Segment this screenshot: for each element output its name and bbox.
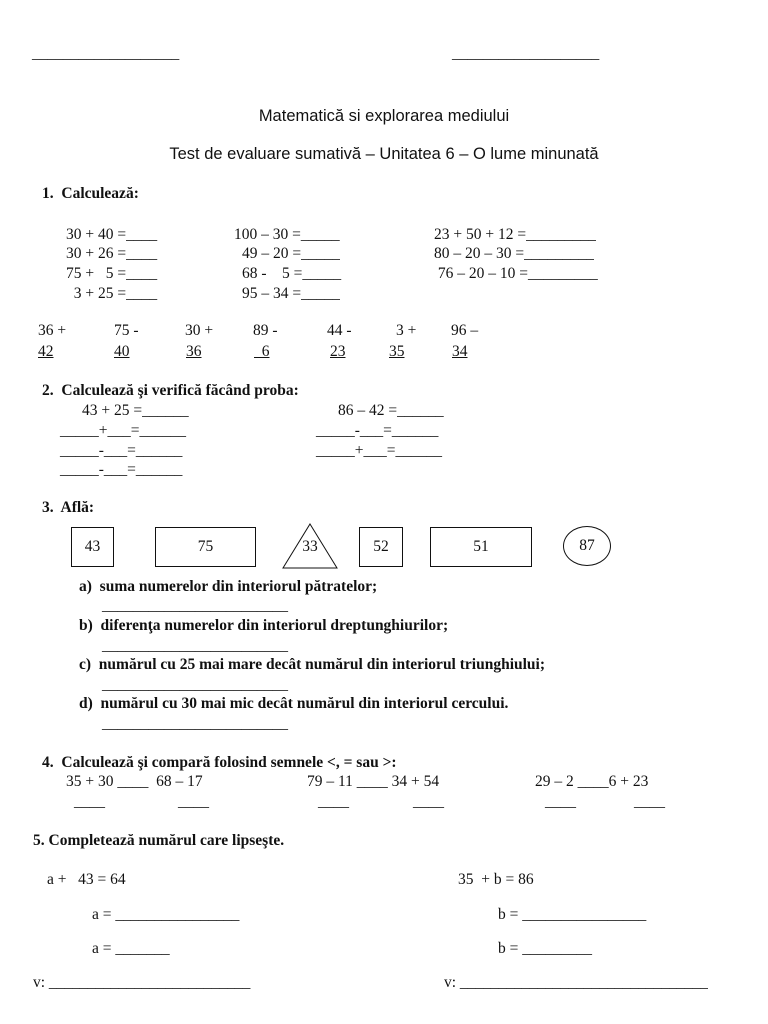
ex1-c3-r3: 76 – 20 – 10 =_________: [434, 265, 598, 282]
ex4-blank-6: ____: [634, 793, 665, 810]
ex2-left-r4: _____-___=______: [60, 461, 183, 478]
ex1-col-bottom-1: 42: [38, 343, 54, 360]
rectangle-1-value: 75: [197, 538, 214, 555]
ex1-c1-r4: 3 + 25 =____: [66, 285, 158, 302]
ex4-blank-3: ____: [318, 793, 349, 810]
ex3-heading: 3. Află:: [42, 499, 95, 516]
ex5-left-equation: a + 43 = 64: [47, 871, 126, 888]
ex2-right-r1: 86 – 42 =______: [338, 402, 444, 419]
rectangle-shape-1: [155, 527, 256, 567]
class-blank: ___________________: [452, 45, 600, 62]
ex3-item-a: a) suma numerelor din interiorul pătratelor;: [79, 578, 378, 595]
ex2-left-r3: _____-___=______: [60, 442, 183, 459]
ex1-c1-r2: 30 + 26 =____: [66, 245, 158, 262]
ex1-c2-r4: 95 – 34 =_____: [242, 285, 340, 302]
ex1-c3-r2: 80 – 20 – 30 =_________: [434, 245, 594, 262]
name-blank: ___________________: [32, 45, 180, 62]
ex5-right-answer-1: b = ________________: [498, 906, 647, 923]
circle-shape: [563, 526, 611, 566]
ex4-blank-1: ____: [74, 793, 105, 810]
ex1-col-top-6: 3 +: [396, 322, 417, 339]
ex4-blank-5: ____: [545, 793, 576, 810]
page-title: Matematică si explorarea mediului: [258, 107, 510, 125]
ex2-right-r2: _____-___=______: [316, 422, 439, 439]
ex1-col-bottom-4: 6: [254, 343, 270, 360]
ex1-c2-r2: 49 – 20 =_____: [242, 245, 340, 262]
ex2-left-r1: 43 + 25 =______: [82, 402, 189, 419]
rectangle-shape-2: [430, 527, 532, 567]
ex3-item-b: b) diferenţa numerelor din interiorul dreptunghiurilor;: [79, 617, 449, 634]
ex1-c2-r3: 68 - 5 =_____: [242, 265, 342, 282]
ex4-pair-1: 35 + 30 ____ 68 – 17: [66, 773, 203, 790]
triangle-value: 33: [302, 538, 318, 555]
ex3-answer-c: ________________________: [102, 676, 288, 693]
ex3-answer-d: ________________________: [102, 715, 288, 732]
ex4-heading: 4. Calculează şi compară folosind semnele <, = sau >:: [42, 754, 397, 771]
ex1-col-top-3: 30 +: [185, 322, 214, 339]
square-2-value: 52: [373, 538, 389, 555]
ex1-c3-r1: 23 + 50 + 12 =_________: [434, 226, 596, 243]
square-shape-2: [359, 527, 403, 567]
ex1-col-top-2: 75 -: [114, 322, 139, 339]
ex1-c1-r1: 30 + 40 =____: [66, 226, 158, 243]
ex2-heading: 2. Calculează şi verifică făcând proba:: [42, 382, 299, 399]
ex4-pair-2: 79 – 11 ____ 34 + 54: [307, 773, 440, 790]
ex5-verify-left: v: __________________________: [33, 974, 251, 991]
ex5-verify-right: v: ________________________________: [444, 974, 708, 991]
ex1-col-top-7: 96 –: [451, 322, 479, 339]
ex5-heading: 5. Completează numărul care lipseşte.: [33, 832, 285, 849]
ex4-blank-2: ____: [178, 793, 209, 810]
ex4-blank-4: ____: [413, 793, 444, 810]
ex1-col-bottom-5: 23: [330, 343, 346, 360]
square-shape-1: [71, 527, 114, 567]
ex1-col-top-5: 44 -: [327, 322, 352, 339]
ex3-item-d: d) numărul cu 30 mai mic decât numărul din interiorul cercului.: [79, 695, 509, 712]
ex3-answer-a: ________________________: [102, 597, 288, 614]
ex1-col-bottom-7: 34: [452, 343, 468, 360]
rectangle-2-value: 51: [473, 538, 489, 555]
ex1-col-top-1: 36 +: [38, 322, 67, 339]
ex1-col-bottom-2: 40: [114, 343, 130, 360]
circle-value: 87: [579, 537, 595, 554]
ex3-answer-b: ________________________: [102, 637, 288, 654]
ex1-heading: 1. Calculează:: [42, 185, 139, 202]
ex3-item-c: c) numărul cu 25 mai mare decât numărul din interiorul triunghiului;: [79, 656, 546, 673]
ex1-col-bottom-6: 35: [389, 343, 405, 360]
ex2-left-r2: _____+___=______: [60, 422, 186, 439]
ex1-c1-r3: 75 + 5 =____: [66, 265, 158, 282]
ex4-pair-3: 29 – 2 ____6 + 23: [535, 773, 649, 790]
ex1-col-top-4: 89 -: [253, 322, 278, 339]
ex2-right-r3: _____+___=______: [316, 442, 442, 459]
ex5-right-answer-2: b = _________: [498, 940, 592, 957]
ex1-col-bottom-3: 36: [186, 343, 202, 360]
ex1-c2-r1: 100 – 30 =_____: [234, 226, 340, 243]
ex5-right-equation: 35 + b = 86: [458, 871, 534, 888]
ex5-left-answer-2: a = _______: [92, 940, 170, 957]
page-subtitle: Test de evaluare sumativă – Unitatea 6 – O lume minunată: [169, 145, 599, 163]
square-1-value: 43: [84, 538, 101, 555]
ex5-left-answer-1: a = ________________: [92, 906, 240, 923]
